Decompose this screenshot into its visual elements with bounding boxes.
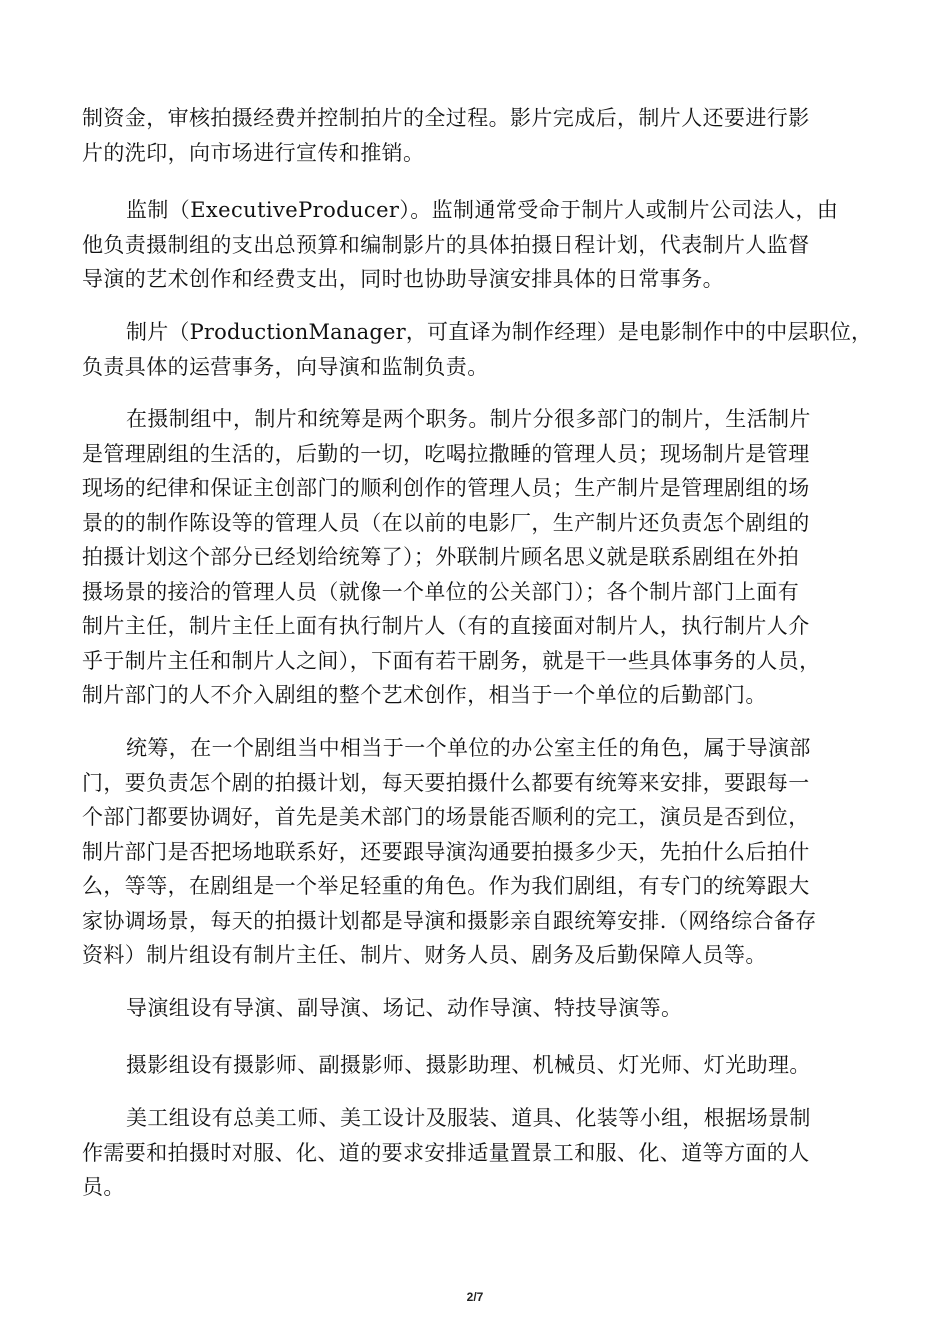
- paragraph-line: 是管理剧组的生活的，后勤的一切，吃喝拉撒睡的管理人员；现场制片是管理: [82, 441, 810, 466]
- paragraph-line: 制片主任，制片主任上面有执行制片人（有的直接面对制片人，执行制片人介: [82, 614, 810, 638]
- paragraph-funding: [82, 101, 872, 170]
- paragraph-executive-producer: [82, 193, 872, 297]
- paragraph-line: 统筹，在一个剧组当中相当于一个单位的办公室主任的角色，属于导演部: [126, 736, 811, 760]
- paragraph-line: 资料）制片组设有制片主任、制片、财务人员、剧务及后勤保障人员等。: [82, 943, 767, 967]
- paragraph-line: 景的的制作陈设等的管理人员（在以前的电影厂，生产制片还负责怎个剧组的: [82, 510, 810, 535]
- paragraph-line: 拍摄计划这个部分已经划给统筹了）；外联制片顾名思义就是联系剧组在外拍: [82, 545, 800, 569]
- paragraph-line: 摄场景的接洽的管理人员（就像一个单位的公关部门）；各个制片部门上面有: [82, 579, 800, 604]
- paragraph-camera-group: [82, 1048, 872, 1083]
- paragraph-line: 制片部门的人不介入剧组的整个艺术创作，相当于一个单位的后勤部门。: [82, 683, 767, 707]
- paragraph-line: 摄影组设有摄影师、副摄影师、摄影助理、机械员、灯光师、灯光助理。: [126, 1053, 811, 1077]
- paragraph-directing-group: [82, 991, 872, 1026]
- paragraph-crew-roles: [82, 402, 872, 713]
- paragraph-line: 制片部门是否把场地联系好，还要跟导演沟通要拍摄多少天，先拍什么后拍什: [82, 839, 810, 864]
- paragraph-line: 作需要和拍摄时对服、化、道的要求安排适量置景工和服、化、道等方面的人: [82, 1140, 810, 1165]
- page-number: 2/7: [466, 1290, 484, 1304]
- paragraph-line: 导演的艺术创作和经费支出，同时也协助导演安排具体的日常事务。: [82, 267, 724, 291]
- paragraph-production-manager: [82, 315, 872, 384]
- paragraph-line: 员。: [82, 1175, 125, 1199]
- paragraph-line: 在摄制组中，制片和统筹是两个职务。制片分很多部门的制片，生活制片: [126, 407, 811, 431]
- paragraph-art-group: [82, 1101, 872, 1205]
- paragraph-line: 个部门都要协调好，首先是美术部门的场景能否顺利的完工，演员是否到位，: [82, 805, 810, 829]
- paragraph-line: 制资金，审核拍摄经费并控制拍片的全过程。影片完成后，制片人还要进行影: [82, 106, 810, 130]
- paragraph-line: 现场的纪律和保证主创部门的顺利创作的管理人员；生产制片是管理剧组的场: [82, 476, 810, 500]
- paragraph-line: 他负责摄制组的支出总预算和编制影片的具体拍摄日程计划，代表制片人监督: [82, 232, 810, 257]
- paragraph-line: 导演组设有导演、副导演、场记、动作导演、特技导演等。: [126, 996, 683, 1020]
- paragraph-line: 美工组设有总美工师、美工设计及服装、道具、化装等小组，根据场景制: [126, 1106, 811, 1130]
- paragraph-line: 监制（ExecutiveProducer）。监制通常受命于制片人或制片公司法人，由: [126, 198, 839, 222]
- paragraph-line: 门，要负责怎个剧的拍摄计划，每天要拍摄什么都要有统筹来安排，要跟每一: [82, 770, 810, 795]
- paragraph-line: 制片（ProductionManager，可直译为制作经理）是电影制作中的中层职位，: [126, 320, 873, 344]
- paragraph-line: 家协调场景，每天的拍摄计划都是导演和摄影亲自跟统筹安排.（网络综合备存: [82, 908, 817, 933]
- paragraph-line: 乎于制片主任和制片人之间），下面有若干剧务，就是干一些具体事务的人员，: [82, 648, 821, 673]
- paragraph-line: 么，等等，在剧组是一个举足轻重的角色。作为我们剧组，有专门的统筹跟大: [82, 874, 810, 898]
- paragraph-line: 片的洗印，向市场进行宣传和推销。: [82, 140, 425, 165]
- paragraph-line: 负责具体的运营事务，向导演和监制负责。: [82, 354, 489, 379]
- paragraph-coordinator: [82, 731, 872, 973]
